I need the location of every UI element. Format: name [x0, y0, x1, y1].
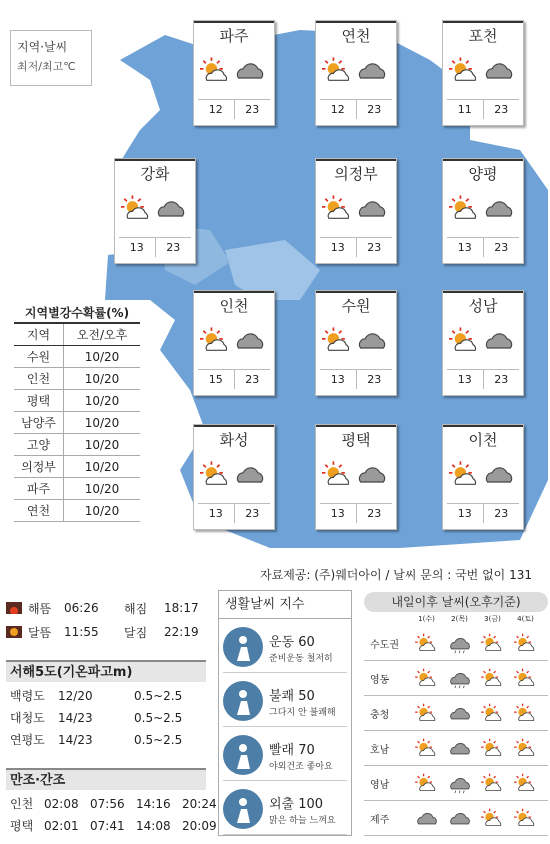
precip-region: 남양주 — [14, 412, 64, 433]
sun-cloud-icon — [415, 737, 439, 759]
forecast-days — [410, 612, 548, 626]
sea-temp: 14/23 — [58, 733, 93, 747]
region-card — [442, 158, 524, 264]
region-temps — [320, 99, 392, 119]
rain-cloud-icon — [448, 632, 472, 654]
temp-low: 13 — [330, 507, 345, 520]
precip-header-ampm: 오전/오후 — [76, 328, 128, 342]
sun-cloud-icon — [449, 325, 481, 355]
region-icons — [449, 193, 519, 233]
region-icons — [322, 193, 392, 233]
sun-cloud-icon — [449, 193, 481, 223]
forecast-day: 1(수) — [418, 615, 435, 623]
tide-time: 02:08 — [44, 797, 79, 811]
sea-temp: 12/20 — [58, 689, 93, 703]
forecast-day: 4(토) — [517, 615, 534, 623]
moonrise-icon — [6, 626, 22, 638]
region-temps — [198, 99, 270, 119]
forecast-row — [364, 731, 548, 766]
temp-low: 12 — [330, 103, 345, 116]
sun-cloud-icon — [449, 55, 481, 85]
region-card — [193, 290, 275, 396]
precip-header-row — [14, 324, 140, 346]
sea-island: 대청도 — [10, 711, 45, 725]
temp-low: 13 — [457, 507, 472, 520]
cloud-icon — [448, 807, 472, 829]
sun-cloud-icon — [514, 807, 538, 829]
moonset-time: 22:19 — [164, 625, 199, 639]
precip-region: 평택 — [14, 390, 64, 411]
forecast-region: 영남 — [370, 779, 390, 791]
life-index-item — [223, 731, 347, 781]
tide-time: 14:08 — [136, 819, 171, 833]
region-temps — [119, 237, 191, 257]
sun-cloud-icon — [514, 632, 538, 654]
precip-value: 10/20 — [84, 350, 120, 364]
temp-high: 23 — [234, 100, 271, 119]
sea-wave: 0.5~2.5 — [134, 689, 183, 703]
cloud-icon — [483, 55, 515, 85]
rain-cloud-icon — [448, 667, 472, 689]
region-name: 양평 — [443, 159, 523, 189]
temp-high: 23 — [483, 238, 520, 257]
region-card — [442, 290, 524, 396]
region-name: 의정부 — [316, 159, 396, 189]
precip-row — [14, 390, 140, 412]
precip-region: 의정부 — [14, 456, 64, 477]
cloud-icon — [415, 807, 439, 829]
rain-cloud-icon — [448, 772, 472, 794]
life-index-title: 빨래 70 — [269, 743, 315, 758]
region-name: 강화 — [115, 159, 195, 189]
precip-region: 인천 — [14, 368, 64, 389]
precip-row — [14, 346, 140, 368]
precip-value: 10/20 — [84, 438, 120, 452]
temp-high: 23 — [155, 238, 192, 257]
tide-title: 만조·간조 — [6, 768, 206, 790]
forecast-region: 호남 — [370, 744, 390, 756]
forecast-panel — [364, 592, 548, 836]
temp-high: 23 — [356, 238, 393, 257]
sun-cloud-icon — [415, 772, 439, 794]
sea-wave: 0.5~2.5 — [134, 733, 183, 747]
temp-high: 23 — [356, 370, 393, 389]
life-title: 생활날씨 지수 — [219, 591, 351, 619]
cloud-icon — [356, 325, 388, 355]
cloud-icon — [155, 193, 187, 223]
cloud-icon — [483, 193, 515, 223]
temp-high: 23 — [234, 504, 271, 523]
forecast-region: 수도권 — [370, 639, 399, 651]
region-card — [442, 424, 524, 530]
life-index-desc: 그다지 안 불쾌해 — [269, 708, 336, 718]
sun-cloud-icon — [322, 325, 354, 355]
temp-low: 13 — [208, 507, 223, 520]
region-name: 연천 — [316, 21, 396, 51]
sun-cloud-icon — [481, 737, 505, 759]
tide-time: 20:09 — [182, 819, 217, 833]
precip-row — [14, 478, 140, 500]
life-index-title: 운동 60 — [269, 635, 315, 650]
region-icons — [322, 325, 392, 365]
sun-cloud-icon — [200, 325, 232, 355]
forecast-row — [364, 766, 548, 801]
forecast-region: 충청 — [370, 709, 390, 721]
sun-cloud-icon — [322, 459, 354, 489]
sun-cloud-icon — [322, 55, 354, 85]
region-temps — [447, 369, 519, 389]
sun-cloud-icon — [200, 459, 232, 489]
temp-high: 23 — [356, 504, 393, 523]
temp-low: 13 — [129, 241, 144, 254]
moonrise-label: 달뜸 — [28, 625, 52, 640]
temp-high: 23 — [483, 370, 520, 389]
laundry-icon — [223, 735, 263, 775]
sun-cloud-icon — [481, 702, 505, 724]
sunset-label: 해짐 — [124, 601, 148, 616]
precip-row — [14, 412, 140, 434]
precip-row — [14, 500, 140, 522]
precip-title: 지역별강수확률(%) — [14, 302, 140, 324]
region-name: 수원 — [316, 291, 396, 321]
life-index-desc: 준비운동 철저히 — [269, 654, 333, 664]
life-index-desc: 야외건조 좋아요 — [269, 762, 333, 772]
tide-time: 02:01 — [44, 819, 79, 833]
region-card — [114, 158, 196, 264]
cloud-icon — [234, 325, 266, 355]
sun-cloud-icon — [121, 193, 153, 223]
forecast-region: 제주 — [370, 814, 390, 826]
life-index-item — [223, 623, 347, 673]
region-name: 포천 — [443, 21, 523, 51]
sea-island: 백령도 — [10, 689, 45, 703]
moonset-label: 달짐 — [124, 625, 148, 640]
temp-low: 12 — [208, 103, 223, 116]
precip-region: 연천 — [14, 500, 64, 521]
tide-place: 인천 — [10, 797, 34, 811]
moonrise-time: 11:55 — [64, 625, 99, 639]
tide-time: 14:16 — [136, 797, 171, 811]
sun-cloud-icon — [481, 632, 505, 654]
region-temps — [198, 369, 270, 389]
temp-low: 11 — [457, 103, 472, 116]
forecast-row — [364, 626, 548, 661]
region-card — [193, 20, 275, 126]
sun-cloud-icon — [514, 737, 538, 759]
region-icons — [449, 325, 519, 365]
sunset-time: 18:17 — [164, 601, 199, 615]
temp-high: 23 — [483, 504, 520, 523]
region-card — [442, 20, 524, 126]
tide-time: 07:41 — [90, 819, 125, 833]
cloud-icon — [448, 737, 472, 759]
temp-low: 13 — [457, 373, 472, 386]
sun-cloud-icon — [514, 772, 538, 794]
region-icons — [200, 325, 270, 365]
sun-cloud-icon — [415, 632, 439, 654]
sun-cloud-icon — [514, 667, 538, 689]
region-icons — [322, 55, 392, 95]
cloud-icon — [234, 459, 266, 489]
region-temps — [320, 503, 392, 523]
sea-row — [6, 686, 182, 706]
forecast-day: 2(목) — [451, 615, 468, 623]
life-index-panel — [218, 590, 352, 836]
region-temps — [320, 237, 392, 257]
temp-high: 23 — [483, 100, 520, 119]
region-card — [193, 424, 275, 530]
moon-row — [6, 622, 199, 642]
cloud-icon — [483, 325, 515, 355]
region-name: 평택 — [316, 425, 396, 455]
region-card — [315, 424, 397, 530]
temp-low: 15 — [208, 373, 223, 386]
outing-icon — [223, 789, 263, 829]
legend-units: 최저/최고℃ — [17, 60, 76, 73]
region-temps — [320, 369, 392, 389]
source-credit: 자료제공: (주)웨더아이 / 날씨 문의 : 국번 없이 131 — [260, 568, 532, 582]
sea-temp: 14/23 — [58, 711, 93, 725]
cloud-icon — [356, 193, 388, 223]
region-temps — [447, 237, 519, 257]
forecast-day: 3(금) — [484, 615, 501, 623]
sun-cloud-icon — [481, 807, 505, 829]
life-index-title: 외출 100 — [269, 797, 324, 812]
precip-region: 고양 — [14, 434, 64, 455]
sea-title: 서해5도(기온파고m) — [6, 660, 206, 682]
forecast-region: 영동 — [370, 674, 390, 686]
sun-cloud-icon — [415, 667, 439, 689]
region-name: 인천 — [194, 291, 274, 321]
sea-row — [6, 708, 182, 728]
cloud-icon — [483, 459, 515, 489]
precip-row — [14, 368, 140, 390]
precip-row — [14, 434, 140, 456]
region-temps — [198, 503, 270, 523]
exercise-icon — [223, 627, 263, 667]
region-temps — [447, 99, 519, 119]
precip-value: 10/20 — [84, 394, 120, 408]
sun-cloud-icon — [449, 459, 481, 489]
region-card — [315, 290, 397, 396]
forecast-row — [364, 696, 548, 731]
region-icons — [200, 55, 270, 95]
sunrise-label: 해뜸 — [28, 601, 52, 616]
temp-low: 13 — [457, 241, 472, 254]
precip-header-region: 지역 — [14, 324, 64, 345]
tide-time: 20:24 — [182, 797, 217, 811]
legend-title: 지역·날씨 — [17, 40, 68, 54]
region-icons — [322, 459, 392, 499]
cloud-icon — [356, 459, 388, 489]
sea-row — [6, 730, 182, 750]
temp-low: 13 — [330, 373, 345, 386]
forecast-title: 내일이후 날씨(오후기준) — [364, 592, 548, 612]
precip-region: 수원 — [14, 346, 64, 367]
region-icons — [200, 459, 270, 499]
life-index-item — [223, 677, 347, 727]
sea-wave: 0.5~2.5 — [134, 711, 183, 725]
precip-value: 10/20 — [84, 482, 120, 496]
sun-cloud-icon — [514, 702, 538, 724]
tide-time: 07:56 — [90, 797, 125, 811]
region-name: 이천 — [443, 425, 523, 455]
discomfort-icon — [223, 681, 263, 721]
temp-high: 23 — [356, 100, 393, 119]
sea-island: 연평도 — [10, 733, 45, 747]
sunrise-icon — [6, 602, 22, 614]
sunrise-time: 06:26 — [64, 601, 99, 615]
tide-row — [6, 816, 228, 836]
map-legend — [10, 30, 92, 86]
sun-cloud-icon — [200, 55, 232, 85]
sun-row — [6, 598, 199, 618]
region-card — [315, 20, 397, 126]
life-index-title: 불쾌 50 — [269, 689, 315, 704]
precip-table — [14, 302, 140, 522]
forecast-row — [364, 801, 548, 836]
region-card — [315, 158, 397, 264]
sun-cloud-icon — [481, 772, 505, 794]
cloud-icon — [448, 702, 472, 724]
region-icons — [449, 459, 519, 499]
region-name: 성남 — [443, 291, 523, 321]
precip-value: 10/20 — [84, 416, 120, 430]
precip-value: 10/20 — [84, 460, 120, 474]
region-name: 화성 — [194, 425, 274, 455]
cloud-icon — [234, 55, 266, 85]
region-name: 파주 — [194, 21, 274, 51]
sun-cloud-icon — [481, 667, 505, 689]
precip-value: 10/20 — [84, 372, 120, 386]
life-index-item — [223, 785, 347, 835]
cloud-icon — [356, 55, 388, 85]
region-icons — [121, 193, 191, 233]
sun-cloud-icon — [322, 193, 354, 223]
tide-row — [6, 794, 228, 814]
forecast-row — [364, 661, 548, 696]
life-index-desc: 맑은 하늘 느껴요 — [269, 816, 336, 826]
temp-high: 23 — [234, 370, 271, 389]
temp-low: 13 — [330, 241, 345, 254]
tide-place: 평택 — [10, 819, 34, 833]
region-temps — [447, 503, 519, 523]
precip-value: 10/20 — [84, 504, 120, 518]
precip-row — [14, 456, 140, 478]
region-icons — [449, 55, 519, 95]
precip-region: 파주 — [14, 478, 64, 499]
sun-cloud-icon — [415, 702, 439, 724]
